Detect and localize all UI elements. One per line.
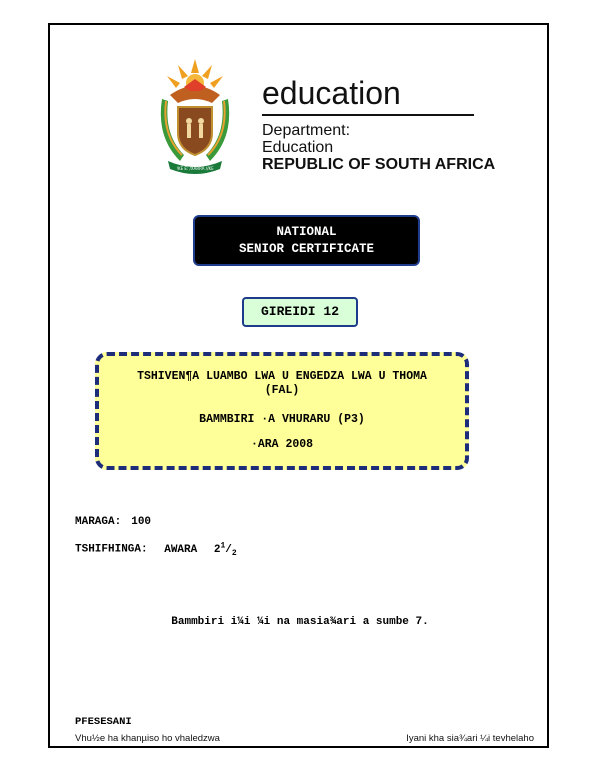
department-text bbox=[262, 122, 495, 173]
brand-title: education bbox=[262, 75, 401, 111]
grade-box: GIREIDI 12 bbox=[242, 297, 358, 327]
certificate-line-2: SENIOR CERTIFICATE bbox=[238, 242, 375, 256]
marks-label: MARAGA: bbox=[75, 516, 122, 528]
exam-session: ·ARA 2008 bbox=[250, 438, 314, 451]
subject-box bbox=[95, 352, 469, 470]
brand-block bbox=[262, 75, 401, 111]
page-count-note: Bammbiri i¼i ¼i na masia¾ari a sumbe 7. bbox=[171, 616, 429, 628]
time-numerator: 1 bbox=[220, 541, 226, 550]
republic-line: REPUBLIC OF SOUTH AFRICA bbox=[262, 156, 496, 173]
department-line: Department: bbox=[262, 122, 351, 139]
subject-line-1: TSHIVEN¶A LUAMBO LWA U ENGEDZA LWA U THOMA bbox=[137, 370, 427, 383]
time-denominator: 2 bbox=[231, 548, 237, 558]
subject-title bbox=[99, 370, 465, 398]
certificate-line-1: NATIONAL bbox=[276, 225, 337, 239]
footer-left-text: Vhu½e ha khanµiso ho vhaledzwa bbox=[75, 733, 220, 744]
coat-of-arms-logo bbox=[150, 57, 240, 177]
certificate-box bbox=[193, 215, 420, 266]
time-value: $2^1/_2$ bbox=[213, 541, 237, 558]
footer-right-text: Iyani kha sia¾ari ¼i tevhelaho bbox=[406, 733, 534, 744]
marks-line bbox=[75, 516, 151, 528]
subject-line-2: (FAL) bbox=[264, 384, 300, 397]
marks-value: 100 bbox=[131, 516, 152, 528]
footer-title: PFESESANI bbox=[75, 716, 132, 728]
time-whole: 2 bbox=[213, 543, 221, 556]
brand-divider bbox=[262, 114, 474, 116]
paper-number: BAMMBIRI ·A VHURARU (P3) bbox=[199, 413, 365, 426]
time-line bbox=[75, 541, 237, 558]
time-label: TSHIFHINGA: bbox=[75, 543, 148, 556]
svg-text:!KE E: /XARRA //KE: !KE E: /XARRA //KE bbox=[176, 166, 214, 171]
education-line: Education bbox=[262, 139, 334, 156]
time-unit: AWARA bbox=[164, 543, 198, 556]
